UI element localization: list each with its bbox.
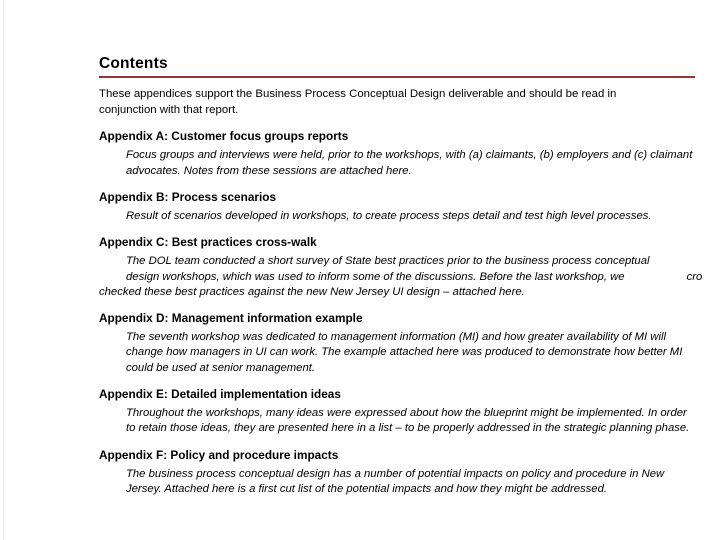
appendix-description-d: The seventh workshop was dedicated to management information (MI) and how greater availability of MI will change how managers in UI can work. The example attached here was produced to demonstrate how better MI could be used at senior management. bbox=[126, 331, 683, 374]
appendix-heading-c: Appendix C: Best practices cross-walk bbox=[99, 235, 317, 250]
title-underline-rule bbox=[99, 76, 695, 78]
page-title: Contents bbox=[99, 55, 168, 72]
appendix-c-line-1: The DOL team conducted a short survey of State best practices prior to the business process conceptual bbox=[126, 255, 650, 268]
appendix-block-a bbox=[99, 129, 695, 179]
appendix-c-line-2 bbox=[99, 270, 720, 285]
appendix-c-line-3: checked these best practices against the new New Jersey UI design – attached here. bbox=[99, 285, 525, 298]
appendix-description-f: The business process conceptual design has a number of potential impacts on policy and procedure in New Jersey. Attached here is a first cut list of the potential impacts and how they might be addressed. bbox=[126, 467, 665, 495]
content-area bbox=[99, 55, 703, 497]
appendix-block-c bbox=[99, 235, 703, 300]
appendix-description-a: Focus groups and interviews were held, prior to the workshops, with (a) claimants, (b) employers and (c) claimant advocates. Notes from these sessions are attached here. bbox=[126, 149, 693, 177]
appendix-block-d bbox=[99, 311, 695, 376]
appendix-heading-f: Appendix F: Policy and procedure impacts bbox=[99, 447, 339, 462]
appendix-heading-e: Appendix E: Detailed implementation ideas bbox=[99, 387, 341, 402]
appendix-heading-d: Appendix D: Management information example bbox=[99, 311, 363, 326]
appendix-block-f bbox=[99, 448, 695, 498]
appendix-heading-b: Appendix B: Process scenarios bbox=[99, 189, 277, 204]
appendix-description-b: Result of scenarios developed in workshops, to create process steps detail and test high level processes. bbox=[126, 209, 652, 222]
intro-paragraph: These appendices support the Business Process Conceptual Design deliverable and should be read in conjunction with that report. bbox=[99, 88, 617, 116]
page-left-edge-line bbox=[3, 0, 4, 540]
appendix-description-e: Throughout the workshops, many ideas were expressed about how the blueprint might be implemented. In order to retain those ideas, they are presented here in a list – to be properly addressed in the strategic planning phase. bbox=[126, 407, 690, 435]
appendix-description-c bbox=[99, 254, 720, 300]
appendix-heading-a: Appendix A: Customer focus groups reports bbox=[99, 129, 349, 144]
appendix-c-clipped-tail: cro bbox=[686, 270, 703, 283]
appendix-c-line-2-text: design workshops, which was used to inform some of the discussions. Before the last workshop, we bbox=[126, 270, 625, 283]
appendix-block-e bbox=[99, 387, 695, 437]
appendix-block-b bbox=[99, 190, 695, 224]
